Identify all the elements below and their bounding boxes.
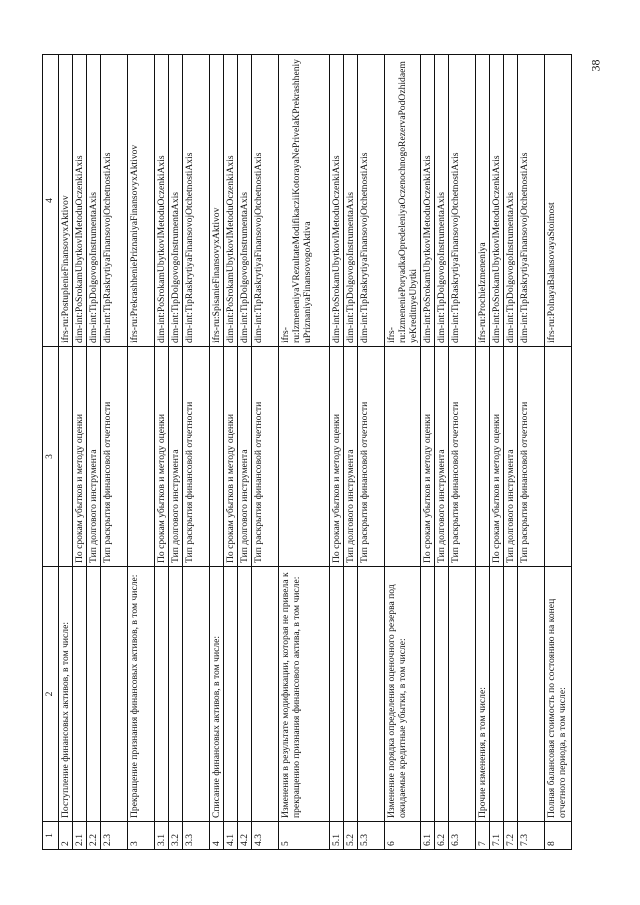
row-number-cell: 4: [210, 822, 224, 850]
header-cell-col1: 1: [43, 822, 59, 850]
row-dimension-cell: Тип раскрытия финансовой отчетности: [101, 347, 128, 567]
row-number-cell: 3: [128, 822, 155, 850]
row-code-cell: dim-int:TipDolgovogoInstrumentaAxis: [87, 55, 101, 347]
row-name-cell: [252, 567, 279, 822]
row-dimension-cell: Тип долгового инструмента: [238, 347, 252, 567]
row-code-cell: ifrs-ru:PolnayaBalansovayaStoimost: [545, 55, 572, 347]
row-number-cell: 2.3: [101, 822, 128, 850]
header-cell-col3: 3: [43, 347, 59, 567]
row-code-cell: dim-int:TipRaskrytiyaFinansovojOtchetnostiAxis: [183, 55, 210, 347]
row-name-cell: [155, 567, 169, 822]
row-number-cell: 6.3: [449, 822, 476, 850]
row-code-cell: dim-int:TipDolgovogoInstrumentaAxis: [504, 55, 518, 347]
row-name-cell: [238, 567, 252, 822]
row-number-cell: 6.2: [435, 822, 449, 850]
row-dimension-cell: Тип долгового инструмента: [87, 347, 101, 567]
row-dimension-cell: Тип долгового инструмента: [504, 347, 518, 567]
row-dimension-cell: Тип раскрытия финансовой отчетности: [358, 347, 385, 567]
row-dimension-cell: Тип долгового инструмента: [435, 347, 449, 567]
row-number-cell: 7: [476, 822, 490, 850]
header-cell-col2: 2: [43, 567, 59, 822]
row-code-cell: dim-int:PoSrokamUbytkovIMetoduOczenkiAxis: [330, 55, 344, 347]
row-code-cell: dim-int:TipDolgovogoInstrumentaAxis: [169, 55, 183, 347]
row-code-cell: dim-int:PoSrokamUbytkovIMetoduOczenkiAxis: [490, 55, 504, 347]
table-header-row: [43, 55, 59, 850]
page-number: 38: [588, 59, 603, 72]
row-code-cell: ifrs-ru:PostuplenieFinansovyxAktivov: [59, 55, 73, 347]
row-name-cell: Списание финансовых активов, в том числе:: [210, 567, 224, 822]
row-code-cell: ifrs-ru:IzmeneniyaVRezultateModifikacziiKotorayaNePrivelaKPrekrashheniyuPriznaniyaFinansovogoAktiva: [279, 55, 330, 347]
row-code-cell: dim-int:TipRaskrytiyaFinansovojOtchetnostiAxis: [358, 55, 385, 347]
row-name-cell: [421, 567, 435, 822]
row-number-cell: 7.1: [490, 822, 504, 850]
row-dimension-cell: По срокам убытков и методу оценки: [155, 347, 169, 567]
row-name-cell: Изменения в результате модификации, которая не привела к прекращению признания финансового актива, в том числе:: [279, 567, 330, 822]
table-row: [87, 55, 101, 850]
row-dimension-cell: [385, 347, 421, 567]
table-row: [238, 55, 252, 850]
row-code-cell: ifrs-ru:ProchieIzmeneniya: [476, 55, 490, 347]
row-number-cell: 5.3: [358, 822, 385, 850]
row-dimension-cell: [545, 347, 572, 567]
row-dimension-cell: Тип долгового инструмента: [169, 347, 183, 567]
row-code-cell: dim-int:TipDolgovogoInstrumentaAxis: [238, 55, 252, 347]
table-row: [210, 55, 224, 850]
row-number-cell: 2: [59, 822, 73, 850]
row-number-cell: 4.2: [238, 822, 252, 850]
row-dimension-cell: По срокам убытков и методу оценки: [490, 347, 504, 567]
row-dimension-cell: Тип раскрытия финансовой отчетности: [252, 347, 279, 567]
table-row: [73, 55, 87, 850]
table-row: [385, 55, 421, 850]
row-code-cell: dim-int:PoSrokamUbytkovIMetoduOczenkiAxis: [73, 55, 87, 347]
row-dimension-cell: Тип раскрытия финансовой отчетности: [518, 347, 545, 567]
table-row: [435, 55, 449, 850]
row-dimension-cell: Тип раскрытия финансовой отчетности: [183, 347, 210, 567]
row-dimension-cell: По срокам убытков и методу оценки: [73, 347, 87, 567]
row-name-cell: [73, 567, 87, 822]
table-row: [504, 55, 518, 850]
row-name-cell: [224, 567, 238, 822]
header-cell-col4: 4: [43, 55, 59, 347]
table-row: [169, 55, 183, 850]
row-number-cell: 4.1: [224, 822, 238, 850]
row-code-cell: dim-int:PoSrokamUbytkovIMetoduOczenkiAxis: [155, 55, 169, 347]
table-container: [42, 55, 577, 850]
table-row: [155, 55, 169, 850]
row-name-cell: [183, 567, 210, 822]
row-code-cell: dim-int:TipRaskrytiyaFinansovojOtchetnostiAxis: [101, 55, 128, 347]
row-name-cell: Полная балансовая стоимость по состоянию на конец отчетного периода, в том числе:: [545, 567, 572, 822]
row-name-cell: Прочие изменения, в том числе:: [476, 567, 490, 822]
row-number-cell: 6.1: [421, 822, 435, 850]
row-number-cell: 3.3: [183, 822, 210, 850]
row-number-cell: 2.1: [73, 822, 87, 850]
row-name-cell: [330, 567, 344, 822]
row-dimension-cell: [210, 347, 224, 567]
row-name-cell: [504, 567, 518, 822]
table-row: [59, 55, 73, 850]
row-code-cell: dim-int:PoSrokamUbytkovIMetoduOczenkiAxis: [224, 55, 238, 347]
taxonomy-table: [42, 54, 572, 850]
row-dimension-cell: По срокам убытков и методу оценки: [421, 347, 435, 567]
row-name-cell: [518, 567, 545, 822]
row-number-cell: 7.2: [504, 822, 518, 850]
table-row: [518, 55, 545, 850]
row-name-cell: Изменение порядка определения оценочного резерва под ожидаемые кредитные убытки, в том числе:: [385, 567, 421, 822]
row-number-cell: 6: [385, 822, 421, 850]
row-name-cell: Прекращение признания финансовых активов, в том числе:: [128, 567, 155, 822]
table-row: [330, 55, 344, 850]
row-code-cell: ifrs-ru:IzmeneniePoryadkaOpredeleniyaOczenochnogoRezervaPodOzhidaemyeKreditnyeUbytki: [385, 55, 421, 347]
table-body: [59, 55, 572, 850]
table-row: [224, 55, 238, 850]
row-dimension-cell: Тип раскрытия финансовой отчетности: [449, 347, 476, 567]
row-code-cell: dim-int:TipRaskrytiyaFinansovojOtchetnostiAxis: [252, 55, 279, 347]
row-name-cell: [169, 567, 183, 822]
row-name-cell: Поступление финансовых активов, в том числе:: [59, 567, 73, 822]
row-number-cell: 2.2: [87, 822, 101, 850]
row-number-cell: 3.2: [169, 822, 183, 850]
row-name-cell: [344, 567, 358, 822]
table-row: [101, 55, 128, 850]
row-number-cell: 5.2: [344, 822, 358, 850]
row-dimension-cell: [128, 347, 155, 567]
table-row: [449, 55, 476, 850]
table-row: [476, 55, 490, 850]
row-dimension-cell: [279, 347, 330, 567]
row-number-cell: 5: [279, 822, 330, 850]
table-row: [128, 55, 155, 850]
row-dimension-cell: [476, 347, 490, 567]
row-name-cell: [87, 567, 101, 822]
row-dimension-cell: Тип долгового инструмента: [344, 347, 358, 567]
table-row: [358, 55, 385, 850]
row-code-cell: ifrs-ru:SpisanieFinansovyxAktivov: [210, 55, 224, 347]
row-name-cell: [101, 567, 128, 822]
row-code-cell: dim-int:TipDolgovogoInstrumentaAxis: [435, 55, 449, 347]
row-name-cell: [449, 567, 476, 822]
table-row: [252, 55, 279, 850]
row-name-cell: [490, 567, 504, 822]
rotated-table-frame: [42, 55, 577, 850]
row-number-cell: 7.3: [518, 822, 545, 850]
row-dimension-cell: По срокам убытков и методу оценки: [224, 347, 238, 567]
row-dimension-cell: По срокам убытков и методу оценки: [330, 347, 344, 567]
row-name-cell: [435, 567, 449, 822]
row-number-cell: 3.1: [155, 822, 169, 850]
table-row: [279, 55, 330, 850]
row-name-cell: [358, 567, 385, 822]
row-code-cell: dim-int:TipDolgovogoInstrumentaAxis: [344, 55, 358, 347]
table-row: [545, 55, 572, 850]
table-row: [344, 55, 358, 850]
table-row: [490, 55, 504, 850]
row-number-cell: 8: [545, 822, 572, 850]
row-code-cell: ifrs-ru:PrekrashheniePriznaniyaFinansovyxAktivov: [128, 55, 155, 347]
table-row: [421, 55, 435, 850]
table-row: [183, 55, 210, 850]
row-number-cell: 5.1: [330, 822, 344, 850]
row-number-cell: 4.3: [252, 822, 279, 850]
row-code-cell: dim-int:PoSrokamUbytkovIMetoduOczenkiAxis: [421, 55, 435, 347]
row-code-cell: dim-int:TipRaskrytiyaFinansovojOtchetnostiAxis: [518, 55, 545, 347]
row-code-cell: dim-int:TipRaskrytiyaFinansovojOtchetnostiAxis: [449, 55, 476, 347]
row-dimension-cell: [59, 347, 73, 567]
